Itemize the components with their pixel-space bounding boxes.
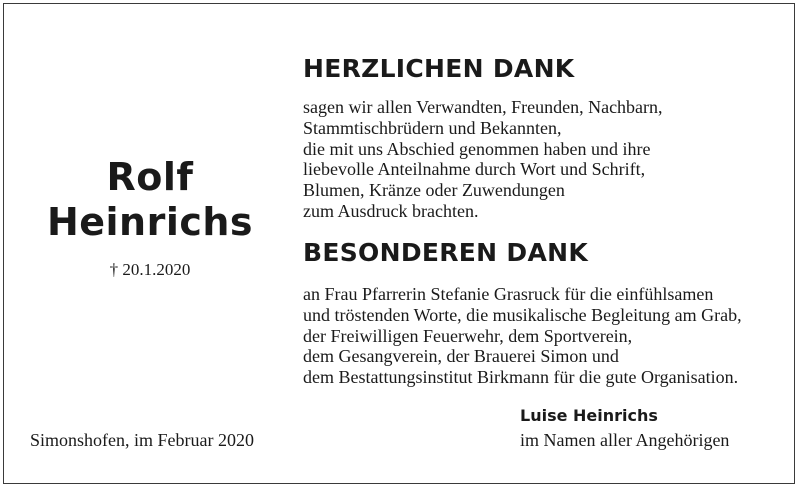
deceased-last-name: Heinrichs: [46, 200, 254, 244]
signature-subtitle: im Namen aller Angehörigen: [520, 430, 730, 450]
death-date: † 20.1.2020: [109, 260, 191, 279]
thanks-paragraph: [303, 97, 783, 222]
special-thanks-paragraph: [303, 284, 783, 388]
text-line: sagen wir allen Verwandten, Freunden, Nachbarn,: [303, 97, 663, 117]
text-line: liebevolle Anteilnahme durch Wort und Schrift,: [303, 159, 646, 180]
heading-besonderen-dank: BESONDEREN DANK: [303, 238, 588, 267]
text-line: der Freiwilligen Feuerwehr, dem Sportverein,: [303, 325, 633, 346]
deceased-name: [30, 155, 270, 245]
text-line: die mit uns Abschied genommen haben und ihre: [303, 138, 651, 159]
text-line: dem Gesangverein, der Brauerei Simon und: [303, 346, 619, 367]
text-line: an Frau Pfarrerin Stefanie Grasruck für die einfühlsamen: [303, 284, 714, 304]
text-line: Blumen, Kränze oder Zuwendungen: [303, 180, 565, 201]
place-date: Simonshofen, im Februar 2020: [30, 430, 254, 450]
text-line: zum Ausdruck brachten.: [303, 200, 479, 221]
text-line: Stammtischbrüdern und Bekannten,: [303, 117, 562, 138]
text-line: und tröstenden Worte, die musikalische Begleitung am Grab,: [303, 304, 742, 325]
text-line: dem Bestattungsinstitut Birkmann für die gute Organisation.: [303, 367, 739, 388]
deceased-first-name: Rolf: [106, 155, 194, 199]
heading-herzlichen-dank: HERZLICHEN DANK: [303, 54, 575, 83]
signature-name: Luise Heinrichs: [520, 406, 658, 425]
